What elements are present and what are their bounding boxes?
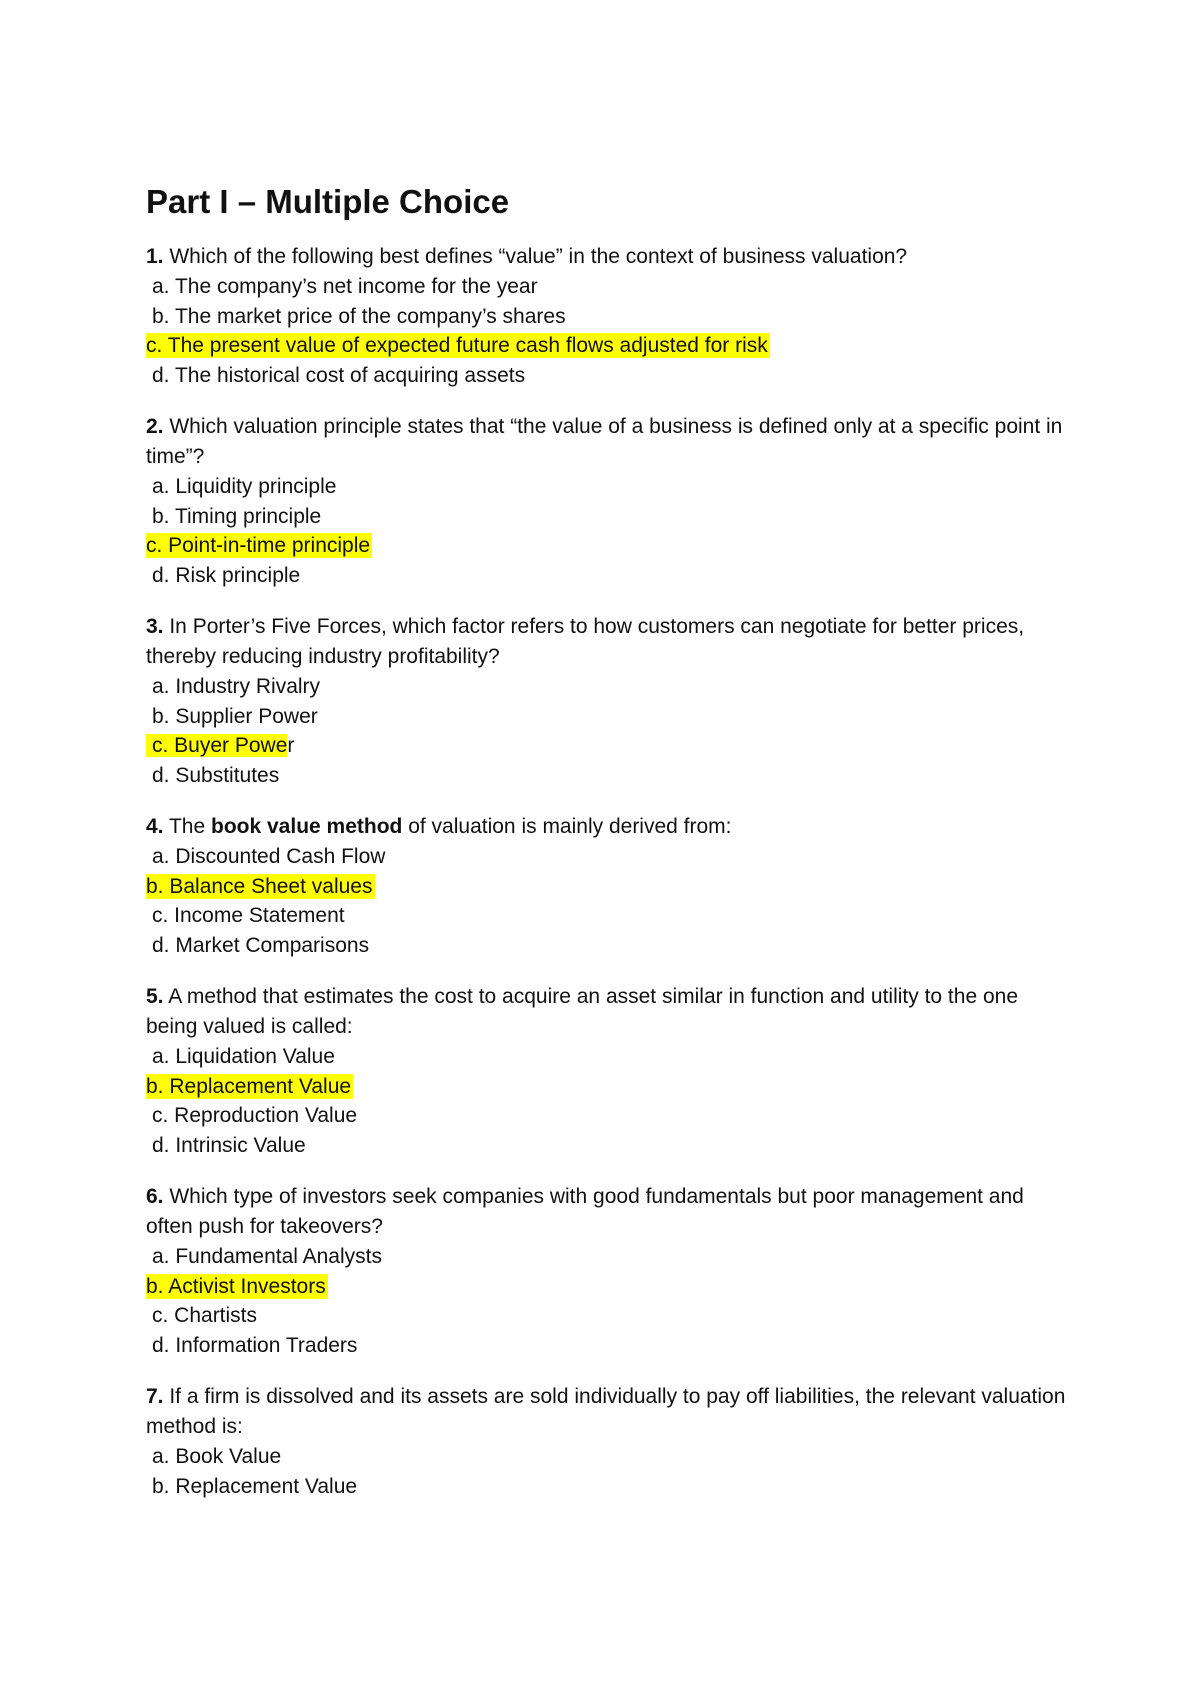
question-number: 7. bbox=[146, 1385, 164, 1408]
question-number: 4. bbox=[146, 815, 164, 838]
option-c: c. Chartists bbox=[152, 1304, 258, 1327]
question-text bbox=[146, 612, 1066, 672]
option-b: b. Replacement Value bbox=[152, 1474, 358, 1498]
option-c: c. Reproduction Value bbox=[152, 1104, 358, 1127]
option-b-correct bbox=[146, 1072, 1066, 1102]
highlighted-answer: c. The present value of expected future cash flows adjusted for risk bbox=[146, 334, 768, 357]
question-number: 1. bbox=[146, 245, 164, 268]
question-body: Which type of investors seek companies with good fundamentals but poor management and often push for takeovers? bbox=[146, 1185, 1024, 1238]
option-b: b. Timing principle bbox=[152, 504, 322, 528]
question-text bbox=[146, 412, 1066, 472]
option-b: b. Supplier Power bbox=[152, 704, 318, 728]
option-a: a. Book Value bbox=[152, 1445, 282, 1468]
option-c: c. Income Statement bbox=[152, 904, 345, 927]
question-number: 2. bbox=[146, 415, 164, 438]
question-text bbox=[146, 1382, 1066, 1442]
page-title: Part I – Multiple Choice bbox=[146, 183, 510, 220]
question-4 bbox=[146, 812, 1066, 960]
question-number: 5. bbox=[146, 985, 164, 1008]
question-body-end: of valuation is mainly derived from: bbox=[402, 815, 732, 838]
option-d: d. Market Comparisons bbox=[152, 933, 370, 957]
question-5 bbox=[146, 982, 1066, 1160]
question-number: 3. bbox=[146, 615, 164, 638]
option-a: a. Industry Rivalry bbox=[152, 675, 321, 698]
option-b: b. The market price of the company’s shares bbox=[152, 304, 566, 328]
option-d: d. Substitutes bbox=[152, 763, 280, 787]
question-text bbox=[146, 812, 1066, 842]
option-a: a. Discounted Cash Flow bbox=[152, 845, 386, 868]
question-text bbox=[146, 982, 1066, 1042]
option-a: a. Liquidity principle bbox=[152, 475, 337, 498]
highlighted-answer: b. Activist Investors bbox=[146, 1274, 326, 1298]
question-text bbox=[146, 1182, 1066, 1242]
question-6 bbox=[146, 1182, 1066, 1360]
question-7 bbox=[146, 1382, 1066, 1501]
highlighted-answer: c. Point-in-time principle bbox=[146, 534, 371, 557]
option-c-correct bbox=[146, 731, 1066, 761]
question-body: Which valuation principle states that “the value of a business is defined only at a specific point in time”? bbox=[146, 415, 1063, 468]
highlighted-answer: c. Buyer Powe bbox=[146, 734, 287, 757]
question-body: If a firm is dissolved and its assets are sold individually to pay off liabilities, the relevant valuation method is: bbox=[146, 1385, 1066, 1438]
question-2 bbox=[146, 412, 1066, 590]
question-body: In Porter’s Five Forces, which factor refers to how customers can negotiate for better prices, thereby reducing industry profitability? bbox=[146, 615, 1025, 668]
question-1 bbox=[146, 242, 1066, 390]
option-a: a. Liquidation Value bbox=[152, 1045, 335, 1068]
option-d: d. Information Traders bbox=[152, 1333, 358, 1357]
option-c-correct bbox=[146, 531, 1066, 561]
option-d: d. Risk principle bbox=[152, 563, 301, 587]
option-c-correct bbox=[146, 331, 1066, 361]
document-page bbox=[146, 180, 1066, 1523]
option-a: a. Fundamental Analysts bbox=[152, 1245, 382, 1268]
question-text bbox=[146, 242, 1066, 272]
option-a: a. The company’s net income for the year bbox=[152, 275, 538, 298]
option-d: d. Intrinsic Value bbox=[152, 1133, 306, 1157]
unhighlighted-tail: r bbox=[287, 734, 295, 757]
question-3 bbox=[146, 612, 1066, 790]
highlighted-answer: b. Replacement Value bbox=[146, 1074, 352, 1098]
option-d: d. The historical cost of acquiring assets bbox=[152, 363, 526, 387]
option-b-correct bbox=[146, 1272, 1066, 1302]
highlighted-answer: b. Balance Sheet values bbox=[146, 874, 373, 898]
question-body: A method that estimates the cost to acquire an asset similar in function and utility to the one being valued is called: bbox=[146, 985, 1018, 1038]
question-body-start: The bbox=[163, 815, 211, 838]
option-b-correct bbox=[146, 872, 1066, 902]
question-number: 6. bbox=[146, 1185, 164, 1208]
question-body: Which of the following best defines “value” in the context of business valuation? bbox=[163, 245, 908, 268]
bold-term: book value method bbox=[211, 815, 403, 838]
